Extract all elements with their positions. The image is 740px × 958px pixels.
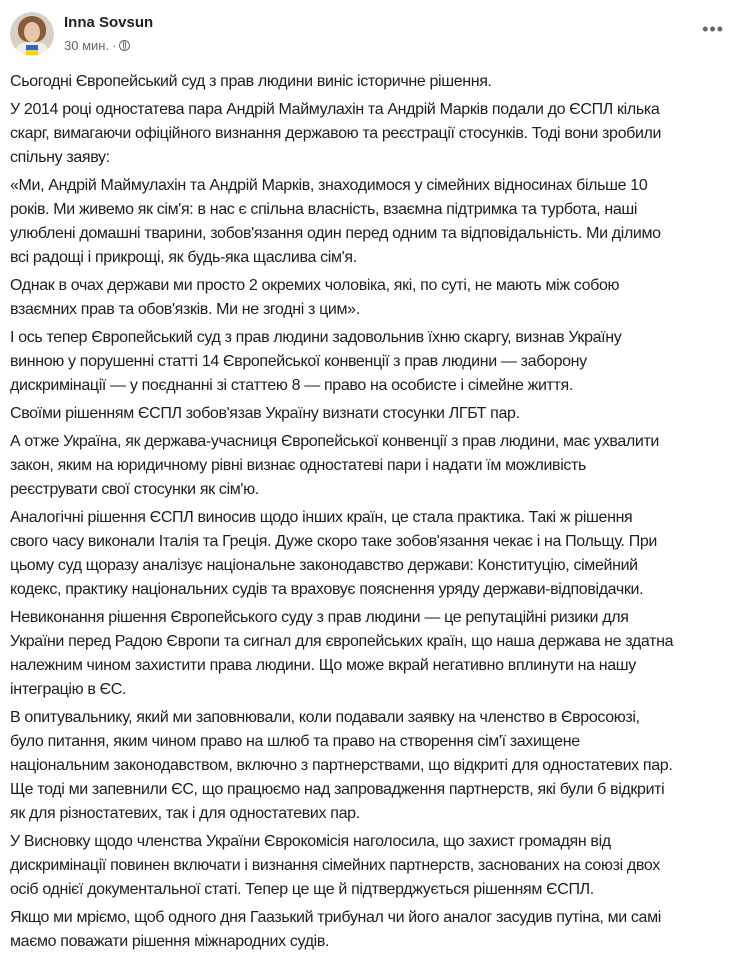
paragraph-line: скарг, вимагаючи офіційного визнання державою та реєстрації стосунків. Тоді вони зробили xyxy=(10,125,662,142)
post-header xyxy=(10,12,730,58)
paragraph-line: інтеграцію в ЄС. xyxy=(10,681,127,698)
paragraph-line: свого часу виконали Італія та Греція. Дуже скоро таке зобов'язання чекає і на Польщу. При xyxy=(10,533,657,550)
post-paragraph xyxy=(10,906,735,954)
paragraph-line: улюблені домашні тварини, зобов'язання один перед одним та відповідальність. Ми ділимо xyxy=(10,225,661,242)
paragraph-line: як для різностатевих, так і для одностатевих пар. xyxy=(10,805,360,822)
post-meta xyxy=(64,38,130,53)
paragraph-line: всі радощі і прикрощі, як будь-яка щаслива сім'я. xyxy=(10,249,357,266)
paragraph-line: Ще тоді ми запевнили ЄС, що працюємо над запровадження партнерств, які були б відкриті xyxy=(10,781,665,798)
post-paragraph xyxy=(10,402,735,426)
more-options-button[interactable]: ••• xyxy=(702,19,724,39)
paragraph-line: Якщо ми мріємо, щоб одного дня Гаазький трибунал чи його аналог засудив путіна, ми самі xyxy=(10,909,661,926)
paragraph-line: спільну заяву: xyxy=(10,149,110,166)
paragraph-line: І ось тепер Європейський суд з прав людини задовольнив їхню скаргу, визнав Україну xyxy=(10,329,622,346)
post-body xyxy=(10,70,735,958)
paragraph-line: «Ми, Андрій Маймулахін та Андрій Марків, знаходимося у сімейних відносинах більше 10 xyxy=(10,177,648,194)
paragraph-line: кодекс, практику національних судів та враховує пояснення уряду держави-відповідачки. xyxy=(10,581,644,598)
paragraph-line: Однак в очах держави ми просто 2 окремих чоловіка, які, по суті, не мають між собою xyxy=(10,277,620,294)
paragraph-line: маємо поважати рішення міжнародних судів. xyxy=(10,933,330,950)
globe-icon[interactable] xyxy=(119,40,130,51)
post-paragraph xyxy=(10,706,735,826)
post-paragraph xyxy=(10,326,735,398)
post-time[interactable]: 30 мин. xyxy=(64,38,110,53)
author-avatar[interactable] xyxy=(10,12,54,56)
paragraph-line: У 2014 році одностатева пара Андрій Маймулахін та Андрій Марків подали до ЄСПЛ кілька xyxy=(10,101,660,118)
paragraph-line: Аналогічні рішення ЄСПЛ виносив щодо інших країн, це стала практика. Такі ж рішення xyxy=(10,509,633,526)
paragraph-line: А отже Україна, як держава-учасниця Європейської конвенції з прав людини, має ухвалити xyxy=(10,433,660,450)
paragraph-line: взаємних прав та обов'язків. Ми не згодні з цим». xyxy=(10,301,360,318)
paragraph-line: закон, яким на юридичному рівні визнає одностатеві пари і надати їм можливість xyxy=(10,457,587,474)
paragraph-line: цьому суд щоразу аналізує національне законодавство держави: Конституцію, сімейний xyxy=(10,557,638,574)
post-paragraph xyxy=(10,506,735,602)
post-paragraph xyxy=(10,98,735,170)
paragraph-line: дискримінації — у поєднанні зі статтею 8 — право на особисте і сімейне життя. xyxy=(10,377,573,394)
post-paragraph xyxy=(10,174,735,270)
paragraph-line: було питання, яким чином право на шлюб та право на створення сім'ї захищене xyxy=(10,733,580,750)
paragraph-line: років. Ми живемо як сім'я: в нас є спільна власність, взаємна підтримка та турбота, наші xyxy=(10,201,638,218)
paragraph-line: Сьогодні Європейський суд з прав людини виніс історичне рішення. xyxy=(10,73,492,90)
post-paragraph xyxy=(10,274,735,322)
paragraph-line: України перед Радою Європи та сигнал для європейських країн, що наша держава не здатна xyxy=(10,633,674,650)
paragraph-line: винною у порушенні статті 14 Європейської конвенції з прав людини — заборону xyxy=(10,353,587,370)
paragraph-line: В опитувальнику, який ми заповнювали, коли подавали заявку на членство в Євросоюзі, xyxy=(10,709,640,726)
post-paragraph xyxy=(10,830,735,902)
paragraph-line: У Висновку щодо членства України Єврокомісія наголосила, що захист громадян від xyxy=(10,833,611,850)
paragraph-line: Своїми рішенням ЄСПЛ зобов'язав Україну визнати стосунки ЛГБТ пар. xyxy=(10,405,520,422)
avatar-flag-yellow xyxy=(26,50,38,55)
post-paragraph xyxy=(10,606,735,702)
post-paragraph xyxy=(10,70,735,94)
paragraph-line: Невиконання рішення Європейського суду з прав людини — це репутаційні ризики для xyxy=(10,609,629,626)
meta-separator: · xyxy=(112,38,117,53)
paragraph-line: реєструвати свої стосунки як сім'ю. xyxy=(10,481,259,498)
avatar-face xyxy=(24,22,40,42)
post-paragraph xyxy=(10,430,735,502)
paragraph-line: осіб однієї документальної статі. Тепер це ще й підтверджується рішенням ЄСПЛ. xyxy=(10,881,594,898)
paragraph-line: дискримінації повинен включати і визнання сімейних партнерств, заснованих на союзі двох xyxy=(10,857,660,874)
paragraph-line: національним законодавством, включно з партнерствами, що відкриті для одностатевих пар. xyxy=(10,757,673,774)
author-name[interactable]: Inna Sovsun xyxy=(64,14,154,31)
paragraph-line: належним чином захистити права людини. Що може вкрай негативно вплинути на нашу xyxy=(10,657,636,674)
